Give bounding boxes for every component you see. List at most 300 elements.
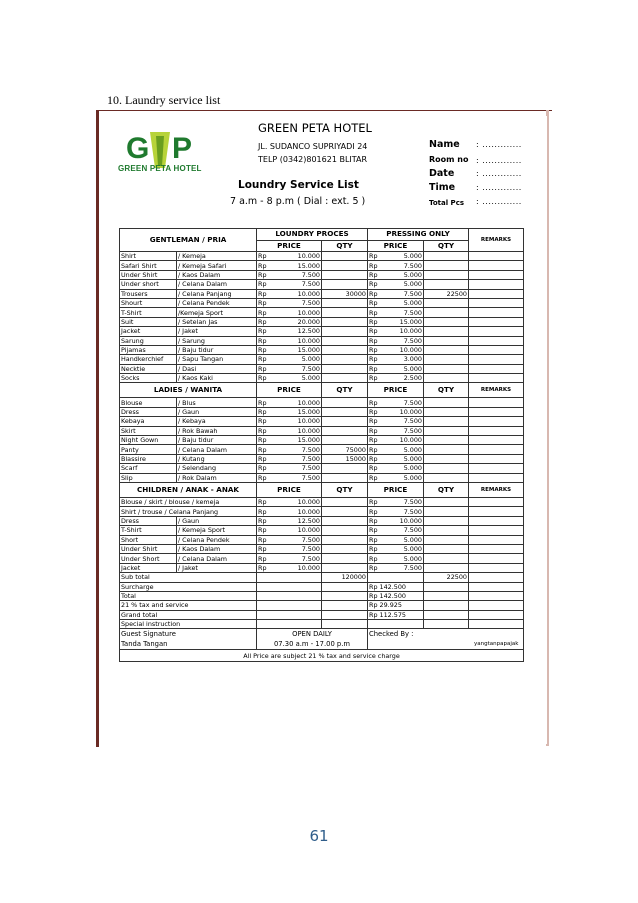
currency-label: Rp xyxy=(369,346,378,355)
logo-letter-g: G xyxy=(126,132,150,165)
item-local-name: / Celana Dalam xyxy=(177,445,257,454)
item-local-name: / Kemeja Safari xyxy=(177,261,257,270)
table-row xyxy=(120,336,524,345)
laundry-price xyxy=(257,601,322,610)
item-name: Jacket xyxy=(120,327,177,336)
qty-header: QTY xyxy=(424,383,469,398)
item-name: Night Gown xyxy=(120,436,177,445)
currency-label: Rp xyxy=(369,554,378,563)
pressing-price xyxy=(368,497,424,506)
guest-field-value: : ............. xyxy=(476,156,522,165)
section-title: LADIES / WANITA xyxy=(120,383,257,398)
pressing-qty xyxy=(424,407,469,416)
item-local-name: / Dasi xyxy=(177,364,257,373)
laundry-qty xyxy=(322,308,368,317)
currency-label: Rp xyxy=(369,308,378,317)
laundry-qty: 30000 xyxy=(322,289,368,298)
totals-label: Surcharge xyxy=(120,582,257,591)
remarks-cell xyxy=(469,407,524,416)
pressing-qty xyxy=(424,620,469,629)
laundry-price-table xyxy=(119,228,524,662)
currency-label: Rp xyxy=(258,455,267,463)
item-local-name: / Baju tidur xyxy=(177,345,257,354)
table-row xyxy=(120,280,524,289)
laundry-price xyxy=(257,298,322,307)
qty-header: QTY xyxy=(322,482,368,497)
currency-label: Rp xyxy=(258,289,267,298)
remarks-cell xyxy=(469,364,524,373)
item-local-name: / Kaos Dalam xyxy=(177,270,257,279)
currency-label: Rp xyxy=(258,355,267,364)
pressing-price xyxy=(368,445,424,454)
pressing-price xyxy=(368,398,424,407)
pressing-price xyxy=(368,535,424,544)
footer-row xyxy=(120,650,524,662)
open-hours: 07.30 a.m - 17.00 p.m xyxy=(273,640,351,649)
price-value: 5.000 xyxy=(403,299,422,308)
laundry-qty xyxy=(322,336,368,345)
currency-label: Rp xyxy=(369,464,378,473)
price-value: 2.500 xyxy=(403,374,422,383)
item-local-name: / Setelan Jas xyxy=(177,317,257,326)
currency-label: Rp xyxy=(369,364,378,373)
laundry-qty xyxy=(322,298,368,307)
remarks-header: REMARKS xyxy=(469,383,524,398)
table-row xyxy=(120,270,524,279)
item-local-name: / Gaun xyxy=(177,516,257,525)
currency-label: Rp xyxy=(369,299,378,308)
price-value: 7.500 xyxy=(301,464,320,473)
laundry-price xyxy=(257,544,322,553)
item-local-name: / Celana Pendek xyxy=(177,298,257,307)
item-name: Sarung xyxy=(120,336,177,345)
price-value: 5.000 xyxy=(403,554,422,563)
pressing-price xyxy=(368,454,424,463)
price-value: 10.000 xyxy=(297,308,320,317)
table-row xyxy=(120,497,524,506)
item-name: Shourt xyxy=(120,298,177,307)
remarks-cell xyxy=(469,454,524,463)
totals-row xyxy=(120,591,524,600)
pressing-qty xyxy=(424,610,469,619)
signature-row xyxy=(120,629,524,650)
price-value: 10.000 xyxy=(297,417,320,426)
price-value: 10.000 xyxy=(297,563,320,572)
item-name: Dress xyxy=(120,407,177,416)
pressing-price xyxy=(368,327,424,336)
laundry-qty xyxy=(322,497,368,506)
pressing-only-header: PRESSING ONLY xyxy=(368,229,469,241)
pressing-price xyxy=(368,308,424,317)
item-name: Blassire xyxy=(120,454,177,463)
price-value: 15.000 xyxy=(297,346,320,355)
pressing-qty xyxy=(424,591,469,600)
currency-label: Rp xyxy=(369,355,378,364)
item-name: Scarf xyxy=(120,464,177,473)
pressing-qty xyxy=(424,516,469,525)
laundry-price xyxy=(257,436,322,445)
price-value: 15.000 xyxy=(297,261,320,270)
pressing-qty xyxy=(424,563,469,572)
totals-row xyxy=(120,601,524,610)
pressing-qty: 22500 xyxy=(424,289,469,298)
currency-label: Rp xyxy=(369,398,378,407)
pressing-price xyxy=(368,407,424,416)
price-value: 5.000 xyxy=(403,473,422,482)
price-value: 5.000 xyxy=(403,535,422,544)
table-row xyxy=(120,398,524,407)
price-header: PRICE xyxy=(257,240,322,252)
pressing-price xyxy=(368,336,424,345)
price-value: 10.000 xyxy=(297,526,320,535)
remarks-cell xyxy=(469,516,524,525)
currency-label: Rp xyxy=(369,336,378,345)
item-name: Suit xyxy=(120,317,177,326)
item-local-name: / Kaos Dalam xyxy=(177,544,257,553)
price-value: 10.000 xyxy=(399,346,422,355)
totals-label: Grand total xyxy=(120,610,257,619)
price-value: 15.000 xyxy=(297,408,320,417)
pressing-price xyxy=(368,516,424,525)
laundry-price xyxy=(257,289,322,298)
laundry-price xyxy=(257,620,322,629)
price-value: 15.000 xyxy=(399,317,422,326)
pressing-price xyxy=(368,554,424,563)
laundry-price xyxy=(257,526,322,535)
item-name: Handkerchief xyxy=(120,355,177,364)
table-row xyxy=(120,289,524,298)
laundry-qty xyxy=(322,544,368,553)
price-value: 5.000 xyxy=(403,545,422,554)
currency-label: Rp xyxy=(258,252,267,261)
pressing-qty xyxy=(424,436,469,445)
price-value: 7.500 xyxy=(301,545,320,554)
remarks-cell xyxy=(469,526,524,535)
table-row xyxy=(120,554,524,563)
laundry-qty xyxy=(322,601,368,610)
price-value: 10.000 xyxy=(399,516,422,525)
laundry-qty xyxy=(322,526,368,535)
price-value: 10.000 xyxy=(297,498,320,507)
item-local-name: / Celana Pendek xyxy=(177,535,257,544)
footer-note: All Price are subject 21 % tax and service charge xyxy=(120,650,524,662)
laundry-price xyxy=(257,407,322,416)
remarks-cell xyxy=(469,464,524,473)
price-value: 7.500 xyxy=(301,445,320,454)
laundry-qty xyxy=(322,364,368,373)
laundry-qty xyxy=(322,270,368,279)
price-value: 7.500 xyxy=(301,535,320,544)
price-value: 12.500 xyxy=(297,327,320,336)
item-name: Under Shirt xyxy=(120,544,177,553)
remarks-cell xyxy=(469,620,524,629)
guest-field-label: Date xyxy=(429,168,455,179)
pressing-price: Rp 142.500 xyxy=(368,582,424,591)
currency-label: Rp xyxy=(258,408,267,417)
currency-label: Rp xyxy=(258,327,267,336)
item-name: Jacket xyxy=(120,563,177,572)
totals-row xyxy=(120,620,524,629)
remarks-cell xyxy=(469,374,524,383)
table-row xyxy=(120,454,524,463)
item-name: Safari Shirt xyxy=(120,261,177,270)
remarks-cell xyxy=(469,252,524,261)
price-value: 5.000 xyxy=(403,252,422,261)
currency-label: Rp xyxy=(258,317,267,326)
item-name: Under short xyxy=(120,280,177,289)
pressing-price xyxy=(368,464,424,473)
currency-label: Rp xyxy=(258,270,267,279)
item-name: Slip xyxy=(120,473,177,482)
price-value: 5.000 xyxy=(403,464,422,473)
price-value: 10.000 xyxy=(399,408,422,417)
remarks-cell xyxy=(469,298,524,307)
table-row xyxy=(120,374,524,383)
totals-label: Special instruction xyxy=(120,620,257,629)
table-row xyxy=(120,507,524,516)
table-row xyxy=(120,526,524,535)
currency-label: Rp xyxy=(258,417,267,426)
pressing-qty xyxy=(424,270,469,279)
laundry-price xyxy=(257,317,322,326)
currency-label: Rp xyxy=(369,545,378,554)
pressing-qty xyxy=(424,544,469,553)
pressing-price xyxy=(368,280,424,289)
pressing-price xyxy=(368,507,424,516)
pressing-qty xyxy=(424,317,469,326)
pressing-price xyxy=(368,364,424,373)
pressing-qty xyxy=(424,298,469,307)
pressing-price xyxy=(368,417,424,426)
table-row xyxy=(120,464,524,473)
remarks-cell xyxy=(469,554,524,563)
pressing-qty xyxy=(424,364,469,373)
table-row xyxy=(120,516,524,525)
remarks-cell xyxy=(469,336,524,345)
price-value: 10.000 xyxy=(297,398,320,407)
table-row xyxy=(120,473,524,482)
laundry-price xyxy=(257,445,322,454)
remarks-cell xyxy=(469,317,524,326)
price-value: 7.500 xyxy=(403,526,422,535)
tanda-tangan-label: Tanda Tangan xyxy=(121,640,168,649)
currency-label: Rp xyxy=(369,280,378,289)
laundry-qty xyxy=(322,426,368,435)
currency-label: Rp xyxy=(369,289,378,298)
price-value: 3.000 xyxy=(403,355,422,364)
remarks-header: REMARKS xyxy=(469,482,524,497)
laundry-qty xyxy=(322,620,368,629)
table-row xyxy=(120,345,524,354)
currency-label: Rp xyxy=(369,426,378,435)
item-name: Short xyxy=(120,535,177,544)
pressing-qty xyxy=(424,445,469,454)
open-daily-label: OPEN DAILY xyxy=(292,630,332,639)
hotel-name: GREEN PETA HOTEL xyxy=(258,121,372,135)
price-value: 10.000 xyxy=(297,289,320,298)
remarks-cell xyxy=(469,535,524,544)
price-value: 7.500 xyxy=(403,289,422,298)
currency-label: Rp xyxy=(369,317,378,326)
laundry-qty: 75000 xyxy=(322,445,368,454)
price-value: 20.000 xyxy=(297,317,320,326)
pressing-price xyxy=(368,298,424,307)
item-name: Shirt xyxy=(120,252,177,261)
pressing-qty xyxy=(424,601,469,610)
currency-label: Rp xyxy=(258,473,267,482)
pressing-qty xyxy=(424,454,469,463)
item-local-name: / Celana Panjang xyxy=(177,289,257,298)
guest-field-value: : ............. xyxy=(476,183,522,192)
price-value: 10.000 xyxy=(297,426,320,435)
item-local-name: / Kaos Kaki xyxy=(177,374,257,383)
price-value: 10.000 xyxy=(399,436,422,445)
laundry-qty xyxy=(322,582,368,591)
laundry-qty xyxy=(322,317,368,326)
totals-label: 21 % tax and service xyxy=(120,601,257,610)
pressing-price xyxy=(368,620,424,629)
item-name: Necktie xyxy=(120,364,177,373)
pressing-qty xyxy=(424,473,469,482)
remarks-cell xyxy=(469,345,524,354)
currency-label: Rp xyxy=(369,261,378,270)
guest-field-label: Total Pcs xyxy=(429,199,465,207)
laundry-qty xyxy=(322,554,368,563)
table-row xyxy=(120,563,524,572)
section-header-row xyxy=(120,383,524,398)
price-value: 7.500 xyxy=(301,473,320,482)
laundry-qty xyxy=(322,535,368,544)
remarks-cell xyxy=(469,563,524,572)
item-local-name: / Sarung xyxy=(177,336,257,345)
item-name: Kebaya xyxy=(120,417,177,426)
table-row xyxy=(120,436,524,445)
currency-label: Rp xyxy=(258,426,267,435)
remarks-cell xyxy=(469,398,524,407)
currency-label: Rp xyxy=(369,473,378,482)
currency-label: Rp xyxy=(369,252,378,261)
laundry-price xyxy=(257,454,322,463)
table-row xyxy=(120,298,524,307)
currency-label: Rp xyxy=(369,526,378,535)
price-value: 7.500 xyxy=(301,364,320,373)
laundry-qty xyxy=(322,563,368,572)
price-value: 7.500 xyxy=(403,426,422,435)
laundry-price xyxy=(257,563,322,572)
pressing-qty xyxy=(424,327,469,336)
table-row xyxy=(120,426,524,435)
item-name: Under Shirt xyxy=(120,270,177,279)
item-local-name: / Baju tidur xyxy=(177,436,257,445)
price-value: 5.000 xyxy=(301,355,320,364)
remarks-cell xyxy=(469,355,524,364)
totals-label: Total xyxy=(120,591,257,600)
pressing-qty xyxy=(424,261,469,270)
remarks-cell xyxy=(469,327,524,336)
laundry-qty xyxy=(322,610,368,619)
laundry-qty xyxy=(322,436,368,445)
item-local-name: /Kemeja Sport xyxy=(177,308,257,317)
remarks-cell xyxy=(469,417,524,426)
price-value: 10.000 xyxy=(297,336,320,345)
pressing-qty xyxy=(424,507,469,516)
laundry-qty: 120000 xyxy=(322,573,368,582)
pressing-qty xyxy=(424,345,469,354)
currency-label: Rp xyxy=(258,308,267,317)
currency-label: Rp xyxy=(369,436,378,445)
pressing-qty xyxy=(424,464,469,473)
table-row xyxy=(120,544,524,553)
currency-label: Rp xyxy=(369,270,378,279)
document-caption: 10. Laundry service list xyxy=(107,93,221,107)
pressing-qty xyxy=(424,374,469,383)
pressing-qty xyxy=(424,497,469,506)
currency-label: Rp xyxy=(369,417,378,426)
price-value: 7.500 xyxy=(301,455,320,463)
item-name: Socks xyxy=(120,374,177,383)
laundry-qty xyxy=(322,280,368,289)
pressing-qty xyxy=(424,535,469,544)
pressing-price xyxy=(368,252,424,261)
table-row xyxy=(120,355,524,364)
item-local-name: / Jaket xyxy=(177,563,257,572)
remarks-cell xyxy=(469,497,524,506)
hotel-address: JL. SUDANCO SUPRIYADI 24 xyxy=(258,142,368,151)
laundry-price xyxy=(257,464,322,473)
guest-signature-label: Guest Signature xyxy=(121,630,176,639)
item-name: Trousers xyxy=(120,289,177,298)
pressing-price xyxy=(368,289,424,298)
laundry-price xyxy=(257,426,322,435)
price-value: 7.500 xyxy=(403,507,422,516)
price-header: PRICE xyxy=(257,482,322,497)
qty-header: QTY xyxy=(322,383,368,398)
item-local-name: / Selendang xyxy=(177,464,257,473)
totals-row xyxy=(120,582,524,591)
remarks-cell xyxy=(469,582,524,591)
item-name: Dress xyxy=(120,516,177,525)
laundry-price xyxy=(257,336,322,345)
laundry-price xyxy=(257,327,322,336)
currency-label: Rp xyxy=(369,535,378,544)
section-title: CHILDREN / ANAK - ANAK xyxy=(120,482,257,497)
price-value: 7.500 xyxy=(403,308,422,317)
item-name: Under Short xyxy=(120,554,177,563)
laundry-qty xyxy=(322,507,368,516)
laundry-price xyxy=(257,554,322,563)
remarks-cell xyxy=(469,436,524,445)
price-value: 7.500 xyxy=(301,280,320,289)
table-row xyxy=(120,252,524,261)
laundry-price xyxy=(257,252,322,261)
price-value: 7.500 xyxy=(301,299,320,308)
price-value: 12.500 xyxy=(297,516,320,525)
price-value: 10.000 xyxy=(297,252,320,261)
price-header: PRICE xyxy=(368,383,424,398)
laundry-price xyxy=(257,270,322,279)
totals-label: Sub total xyxy=(120,573,257,582)
remarks-cell xyxy=(469,573,524,582)
laundry-price xyxy=(257,345,322,354)
section-header-row xyxy=(120,482,524,497)
price-value: 10.000 xyxy=(297,507,320,516)
pressing-qty xyxy=(424,554,469,563)
qty-header: QTY xyxy=(322,240,368,252)
logo-leaf-icon xyxy=(150,132,170,168)
laundry-qty xyxy=(322,417,368,426)
pressing-qty xyxy=(424,336,469,345)
pressing-price xyxy=(368,436,424,445)
